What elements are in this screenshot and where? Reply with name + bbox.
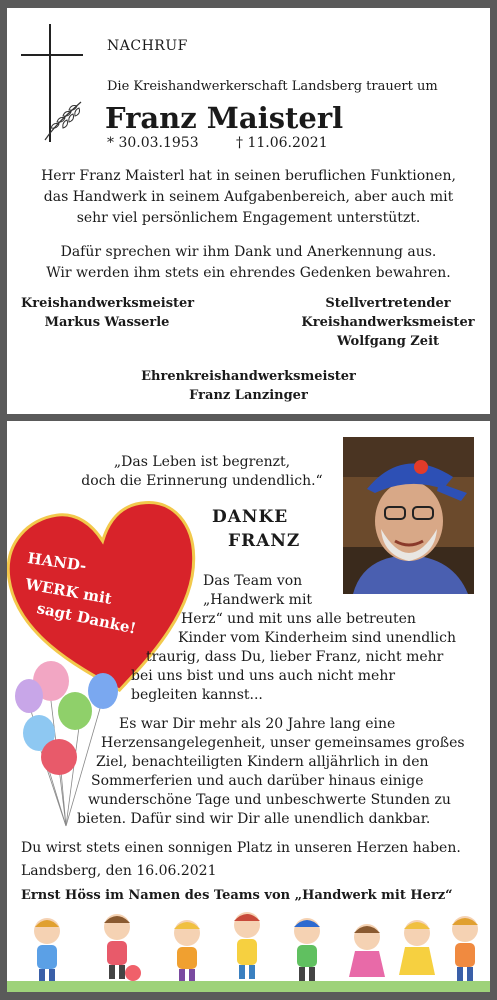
birth-date: * 30.03.1953 <box>107 135 199 151</box>
body-line-13: bieten. Dafür sind wir Dir alle unendlich dankbar. <box>77 811 431 827</box>
death-date: † 11.06.2021 <box>236 135 328 151</box>
body-line-1: Das Team von <box>203 573 303 589</box>
paragraph-2: Dafür sprechen wir ihm Dank und Anerkennung aus. Wir werden ihm stets ein ehrendes Gedenken bewahren. <box>46 244 451 281</box>
intro-text: Die Kreishandwerkerschaft Landsberg trauert um <box>107 79 438 94</box>
body-line-10: Ziel, benachteiligten Kindern alljährlich in den <box>96 754 429 770</box>
thanks-panel <box>7 421 490 992</box>
heading: NACHRUF <box>107 38 188 54</box>
body-line-3: Herz“ und mit uns alle betreuten <box>181 611 416 627</box>
heart-text-3: sagt Danke! <box>35 599 138 638</box>
body-line-4: Kinder vom Kinderheim sind unendlich <box>178 630 457 646</box>
place-date: Landsberg, den 16.06.2021 <box>21 863 217 879</box>
signature-bottom: Ehrenkreishandwerksmeister Franz Lanzinger <box>141 369 356 403</box>
signature-left: Kreishandwerksmeister Markus Wasserle <box>21 296 195 330</box>
body-line-14: Du wirst stets einen sonnigen Platz in unseren Herzen haben. <box>21 840 461 856</box>
heart-text-2: WERK mit <box>23 575 114 608</box>
body-line-11: Sommerferien und auch darüber hinaus einige <box>91 773 424 789</box>
children-illustration-icon <box>7 909 490 992</box>
quote: „Das Leben ist begrenzt, doch die Erinnerung undendlich.“ <box>81 454 323 489</box>
body-line-6: bei uns bist und uns auch nicht mehr <box>131 668 396 684</box>
deceased-name: Franz Maisterl <box>105 101 344 135</box>
body-line-9: Herzensangelegenheit, unser gemeinsames großes <box>101 735 465 751</box>
paragraph-1: Herr Franz Maisterl hat in seinen beruflichen Funktionen, das Handwerk in seinem Aufgabenbereich, aber auch mit sehr viel persönlichem Engagement unterstützt. <box>41 168 456 226</box>
heart-text-1: HAND- <box>26 549 88 576</box>
thanks-line-1: DANKE <box>212 507 289 527</box>
signature-right: Stellvertretender Kreishandwerksmeister Wolfgang Zeit <box>301 296 475 349</box>
thanks-line-2: FRANZ <box>228 531 301 551</box>
team-signature: Ernst Höss im Namen des Teams von „Handwerk mit Herz“ <box>21 888 453 903</box>
obituary-panel <box>7 8 490 414</box>
portrait-photo <box>343 437 474 594</box>
body-line-2: „Handwerk mit <box>203 592 313 608</box>
body-line-7: begleiten kannst... <box>131 687 263 703</box>
body-line-12: wunderschöne Tage und unbeschwerte Stunden zu <box>88 792 451 808</box>
body-line-8: Es war Dir mehr als 20 Jahre lang eine <box>119 716 396 732</box>
body-line-5: traurig, dass Du, lieber Franz, nicht mehr <box>146 649 444 665</box>
